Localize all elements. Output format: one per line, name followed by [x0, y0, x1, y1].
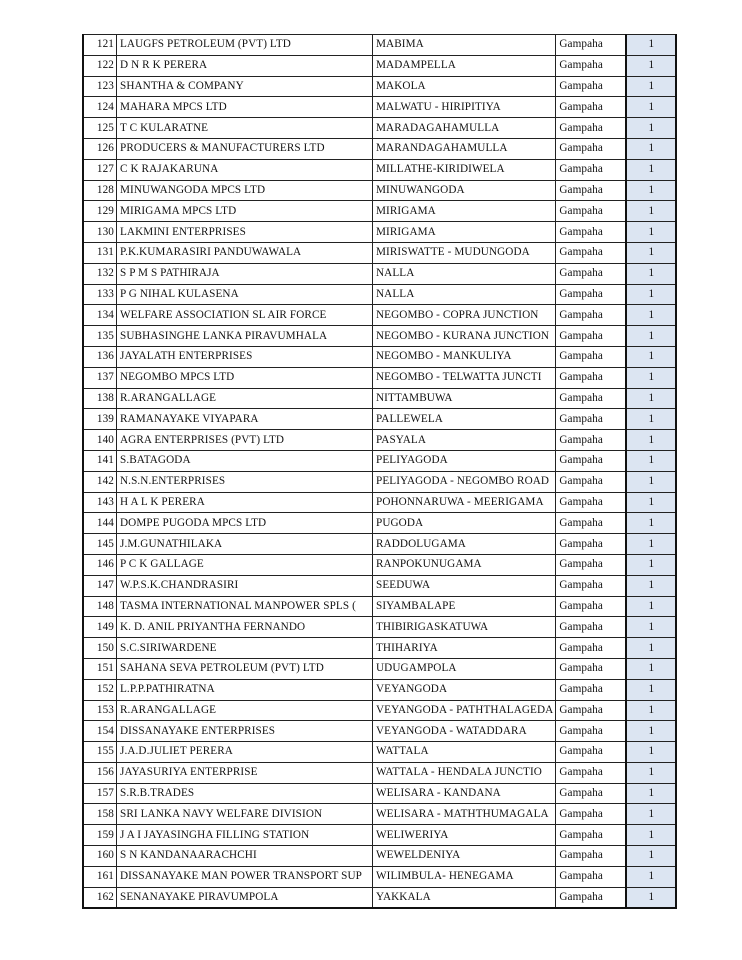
count-cell: 1 [626, 617, 676, 638]
location-cell: THIBIRIGASKATUWA [373, 617, 556, 638]
dealer-name-cell: S.BATAGODA [117, 450, 373, 471]
row-number-cell: 154 [83, 721, 117, 742]
count-cell: 1 [626, 326, 676, 347]
table-row [83, 471, 676, 492]
count-cell: 1 [626, 846, 676, 867]
count-cell: 1 [626, 887, 676, 908]
row-number-cell: 149 [83, 617, 117, 638]
row-number-cell: 130 [83, 222, 117, 243]
location-cell: NEGOMBO - TELWATTA JUNCTI [373, 367, 556, 388]
row-number-cell: 160 [83, 846, 117, 867]
dealer-name-cell: S N KANDANAARACHCHI [117, 846, 373, 867]
location-cell: MILLATHE-KIRIDIWELA [373, 159, 556, 180]
table-row [83, 263, 676, 284]
district-cell: Gampaha [556, 76, 627, 97]
row-number-cell: 134 [83, 305, 117, 326]
count-cell: 1 [626, 76, 676, 97]
count-cell: 1 [626, 388, 676, 409]
table-row [83, 326, 676, 347]
district-cell: Gampaha [556, 513, 627, 534]
row-number-cell: 124 [83, 97, 117, 118]
count-cell: 1 [626, 55, 676, 76]
row-number-cell: 144 [83, 513, 117, 534]
dealer-name-cell: TASMA INTERNATIONAL MANPOWER SPLS ( [117, 596, 373, 617]
dealer-name-cell: W.P.S.K.CHANDRASIRI [117, 575, 373, 596]
row-number-cell: 162 [83, 887, 117, 908]
row-number-cell: 150 [83, 638, 117, 659]
row-number-cell: 156 [83, 762, 117, 783]
dealer-name-cell: J A I JAYASINGHA FILLING STATION [117, 825, 373, 846]
count-cell: 1 [626, 97, 676, 118]
count-cell: 1 [626, 762, 676, 783]
row-number-cell: 122 [83, 55, 117, 76]
table-row [83, 346, 676, 367]
district-cell: Gampaha [556, 97, 627, 118]
district-cell: Gampaha [556, 658, 627, 679]
dealer-name-cell: MAHARA MPCS LTD [117, 97, 373, 118]
location-cell: PALLEWELA [373, 409, 556, 430]
row-number-cell: 139 [83, 409, 117, 430]
row-number-cell: 140 [83, 430, 117, 451]
table-row [83, 866, 676, 887]
location-cell: PELIYAGODA - NEGOMBO ROAD [373, 471, 556, 492]
count-cell: 1 [626, 783, 676, 804]
row-number-cell: 143 [83, 492, 117, 513]
count-cell: 1 [626, 242, 676, 263]
location-cell: NEGOMBO - MANKULIYA [373, 346, 556, 367]
row-number-cell: 123 [83, 76, 117, 97]
table-row [83, 118, 676, 139]
row-number-cell: 135 [83, 326, 117, 347]
table-row [83, 76, 676, 97]
district-cell: Gampaha [556, 638, 627, 659]
count-cell: 1 [626, 409, 676, 430]
dealer-name-cell: S P M S PATHIRAJA [117, 263, 373, 284]
dealer-name-cell: D N R K PERERA [117, 55, 373, 76]
table-row [83, 159, 676, 180]
count-cell: 1 [626, 804, 676, 825]
row-number-cell: 137 [83, 367, 117, 388]
district-cell: Gampaha [556, 222, 627, 243]
count-cell: 1 [626, 700, 676, 721]
dealer-name-cell: L.P.P.PATHIRATNA [117, 679, 373, 700]
table-row [83, 825, 676, 846]
location-cell: PELIYAGODA [373, 450, 556, 471]
district-cell: Gampaha [556, 201, 627, 222]
count-cell: 1 [626, 638, 676, 659]
row-number-cell: 141 [83, 450, 117, 471]
row-number-cell: 157 [83, 783, 117, 804]
location-cell: RADDOLUGAMA [373, 534, 556, 555]
count-cell: 1 [626, 679, 676, 700]
row-number-cell: 126 [83, 138, 117, 159]
dealer-name-cell: P.K.KUMARASIRI PANDUWAWALA [117, 242, 373, 263]
count-cell: 1 [626, 742, 676, 763]
dealer-name-cell: J.M.GUNATHILAKA [117, 534, 373, 555]
table-row [83, 742, 676, 763]
table-row [83, 492, 676, 513]
table-row [83, 762, 676, 783]
location-cell: VEYANGODA - WATADDARA [373, 721, 556, 742]
location-cell: MARADAGAHAMULLA [373, 118, 556, 139]
count-cell: 1 [626, 721, 676, 742]
count-cell: 1 [626, 263, 676, 284]
district-cell: Gampaha [556, 471, 627, 492]
location-cell: NEGOMBO - KURANA JUNCTION [373, 326, 556, 347]
count-cell: 1 [626, 492, 676, 513]
location-cell: MAKOLA [373, 76, 556, 97]
row-number-cell: 151 [83, 658, 117, 679]
table-row [83, 55, 676, 76]
dealer-name-cell: R.ARANGALLAGE [117, 700, 373, 721]
count-cell: 1 [626, 471, 676, 492]
district-cell: Gampaha [556, 35, 627, 56]
district-cell: Gampaha [556, 825, 627, 846]
district-cell: Gampaha [556, 409, 627, 430]
row-number-cell: 155 [83, 742, 117, 763]
location-cell: SIYAMBALAPE [373, 596, 556, 617]
location-cell: MIRIGAMA [373, 201, 556, 222]
count-cell: 1 [626, 596, 676, 617]
dealer-name-cell: S.R.B.TRADES [117, 783, 373, 804]
count-cell: 1 [626, 367, 676, 388]
location-cell: YAKKALA [373, 887, 556, 908]
row-number-cell: 161 [83, 866, 117, 887]
location-cell: MIRIGAMA [373, 222, 556, 243]
dealer-name-cell: LAUGFS PETROLEUM (PVT) LTD [117, 35, 373, 56]
table-row [83, 305, 676, 326]
dealer-name-cell: R.ARANGALLAGE [117, 388, 373, 409]
table-row [83, 617, 676, 638]
row-number-cell: 125 [83, 118, 117, 139]
location-cell: MINUWANGODA [373, 180, 556, 201]
table-row [83, 804, 676, 825]
table-row [83, 846, 676, 867]
district-cell: Gampaha [556, 596, 627, 617]
row-number-cell: 131 [83, 242, 117, 263]
dealer-name-cell: DISSANAYAKE ENTERPRISES [117, 721, 373, 742]
district-cell: Gampaha [556, 118, 627, 139]
row-number-cell: 145 [83, 534, 117, 555]
table-row [83, 138, 676, 159]
count-cell: 1 [626, 284, 676, 305]
district-cell: Gampaha [556, 450, 627, 471]
dealer-name-cell: DISSANAYAKE MAN POWER TRANSPORT SUP [117, 866, 373, 887]
count-cell: 1 [626, 118, 676, 139]
dealer-name-cell: DOMPE PUGODA MPCS LTD [117, 513, 373, 534]
table-row [83, 783, 676, 804]
location-cell: WELISARA - MATHTHUMAGALA [373, 804, 556, 825]
dealer-name-cell: RAMANAYAKE VIYAPARA [117, 409, 373, 430]
row-number-cell: 128 [83, 180, 117, 201]
district-cell: Gampaha [556, 721, 627, 742]
table-row [83, 554, 676, 575]
location-cell: WELIWERIYA [373, 825, 556, 846]
count-cell: 1 [626, 430, 676, 451]
count-cell: 1 [626, 450, 676, 471]
district-cell: Gampaha [556, 554, 627, 575]
dealer-name-cell: C K RAJAKARUNA [117, 159, 373, 180]
location-cell: UDUGAMPOLA [373, 658, 556, 679]
table-row [83, 638, 676, 659]
district-cell: Gampaha [556, 138, 627, 159]
district-cell: Gampaha [556, 887, 627, 908]
location-cell: WATTALA - HENDALA JUNCTIO [373, 762, 556, 783]
dealer-name-cell: P C K GALLAGE [117, 554, 373, 575]
dealer-name-cell: WELFARE ASSOCIATION SL AIR FORCE [117, 305, 373, 326]
district-cell: Gampaha [556, 804, 627, 825]
district-cell: Gampaha [556, 305, 627, 326]
table-row [83, 679, 676, 700]
row-number-cell: 153 [83, 700, 117, 721]
location-cell: MABIMA [373, 35, 556, 56]
location-cell: MADAMPELLA [373, 55, 556, 76]
district-cell: Gampaha [556, 326, 627, 347]
district-cell: Gampaha [556, 159, 627, 180]
row-number-cell: 152 [83, 679, 117, 700]
district-cell: Gampaha [556, 180, 627, 201]
location-cell: NITTAMBUWA [373, 388, 556, 409]
table-row [83, 388, 676, 409]
table-row [83, 222, 676, 243]
row-number-cell: 129 [83, 201, 117, 222]
location-cell: MARANDAGAHAMULLA [373, 138, 556, 159]
district-cell: Gampaha [556, 430, 627, 451]
table-row [83, 284, 676, 305]
location-cell: MALWATU - HIRIPITIYA [373, 97, 556, 118]
count-cell: 1 [626, 35, 676, 56]
table-row [83, 700, 676, 721]
table-row [83, 201, 676, 222]
district-cell: Gampaha [556, 742, 627, 763]
table-row [83, 534, 676, 555]
location-cell: MIRISWATTE - MUDUNGODA [373, 242, 556, 263]
table-body [83, 35, 676, 909]
count-cell: 1 [626, 825, 676, 846]
dealer-name-cell: JAYALATH ENTERPRISES [117, 346, 373, 367]
count-cell: 1 [626, 222, 676, 243]
dealer-name-cell: AGRA ENTERPRISES (PVT) LTD [117, 430, 373, 451]
row-number-cell: 127 [83, 159, 117, 180]
dealer-name-cell: N.S.N.ENTERPRISES [117, 471, 373, 492]
district-cell: Gampaha [556, 575, 627, 596]
district-cell: Gampaha [556, 617, 627, 638]
dealer-name-cell: T C KULARATNE [117, 118, 373, 139]
count-cell: 1 [626, 201, 676, 222]
row-number-cell: 147 [83, 575, 117, 596]
row-number-cell: 136 [83, 346, 117, 367]
location-cell: VEYANGODA [373, 679, 556, 700]
dealer-name-cell: K. D. ANIL PRIYANTHA FERNANDO [117, 617, 373, 638]
dealer-name-cell: H A L K PERERA [117, 492, 373, 513]
district-cell: Gampaha [556, 55, 627, 76]
location-cell: WELISARA - KANDANA [373, 783, 556, 804]
table-row [83, 887, 676, 908]
location-cell: THIHARIYA [373, 638, 556, 659]
count-cell: 1 [626, 513, 676, 534]
dealer-name-cell: JAYASURIYA ENTERPRISE [117, 762, 373, 783]
count-cell: 1 [626, 159, 676, 180]
district-cell: Gampaha [556, 846, 627, 867]
row-number-cell: 142 [83, 471, 117, 492]
dealer-name-cell: NEGOMBO MPCS LTD [117, 367, 373, 388]
dealer-name-cell: SENANAYAKE PIRAVUMPOLA [117, 887, 373, 908]
table-row [83, 97, 676, 118]
dealer-name-cell: J.A.D.JULIET PERERA [117, 742, 373, 763]
dealer-name-cell: MIRIGAMA MPCS LTD [117, 201, 373, 222]
location-cell: SEEDUWA [373, 575, 556, 596]
row-number-cell: 146 [83, 554, 117, 575]
row-number-cell: 121 [83, 35, 117, 56]
dealer-name-cell: S.C.SIRIWARDENE [117, 638, 373, 659]
location-cell: PUGODA [373, 513, 556, 534]
table-row [83, 180, 676, 201]
location-cell: PASYALA [373, 430, 556, 451]
dealer-name-cell: SRI LANKA NAVY WELFARE DIVISION [117, 804, 373, 825]
dealer-name-cell: LAKMINI ENTERPRISES [117, 222, 373, 243]
location-cell: VEYANGODA - PATHTHALAGEDA [373, 700, 556, 721]
dealer-name-cell: SAHANA SEVA PETROLEUM (PVT) LTD [117, 658, 373, 679]
district-cell: Gampaha [556, 388, 627, 409]
table-row [83, 367, 676, 388]
district-cell: Gampaha [556, 242, 627, 263]
location-cell: WILIMBULA- HENEGAMA [373, 866, 556, 887]
location-cell: POHONNARUWA - MEERIGAMA [373, 492, 556, 513]
count-cell: 1 [626, 534, 676, 555]
district-cell: Gampaha [556, 866, 627, 887]
count-cell: 1 [626, 138, 676, 159]
dealer-name-cell: SHANTHA & COMPANY [117, 76, 373, 97]
row-number-cell: 158 [83, 804, 117, 825]
district-cell: Gampaha [556, 762, 627, 783]
location-cell: NALLA [373, 263, 556, 284]
count-cell: 1 [626, 554, 676, 575]
count-cell: 1 [626, 305, 676, 326]
dealer-name-cell: MINUWANGODA MPCS LTD [117, 180, 373, 201]
location-cell: WATTALA [373, 742, 556, 763]
dealer-name-cell: SUBHASINGHE LANKA PIRAVUMHALA [117, 326, 373, 347]
location-cell: NALLA [373, 284, 556, 305]
count-cell: 1 [626, 575, 676, 596]
dealer-name-cell: P G NIHAL KULASENA [117, 284, 373, 305]
district-cell: Gampaha [556, 679, 627, 700]
table-row [83, 409, 676, 430]
count-cell: 1 [626, 658, 676, 679]
district-cell: Gampaha [556, 783, 627, 804]
table-row [83, 658, 676, 679]
table-row [83, 513, 676, 534]
table-row [83, 35, 676, 56]
row-number-cell: 132 [83, 263, 117, 284]
location-cell: RANPOKUNUGAMA [373, 554, 556, 575]
district-cell: Gampaha [556, 700, 627, 721]
row-number-cell: 148 [83, 596, 117, 617]
table-row [83, 430, 676, 451]
fuel-station-list-table [82, 34, 677, 909]
location-cell: NEGOMBO - COPRA JUNCTION [373, 305, 556, 326]
district-cell: Gampaha [556, 534, 627, 555]
table-row [83, 242, 676, 263]
location-cell: WEWELDENIYA [373, 846, 556, 867]
table-row [83, 450, 676, 471]
district-cell: Gampaha [556, 284, 627, 305]
district-cell: Gampaha [556, 263, 627, 284]
row-number-cell: 133 [83, 284, 117, 305]
table-row [83, 596, 676, 617]
district-cell: Gampaha [556, 492, 627, 513]
district-cell: Gampaha [556, 367, 627, 388]
count-cell: 1 [626, 866, 676, 887]
row-number-cell: 138 [83, 388, 117, 409]
district-cell: Gampaha [556, 346, 627, 367]
dealer-name-cell: PRODUCERS & MANUFACTURERS LTD [117, 138, 373, 159]
count-cell: 1 [626, 346, 676, 367]
row-number-cell: 159 [83, 825, 117, 846]
table-row [83, 575, 676, 596]
table-row [83, 721, 676, 742]
count-cell: 1 [626, 180, 676, 201]
